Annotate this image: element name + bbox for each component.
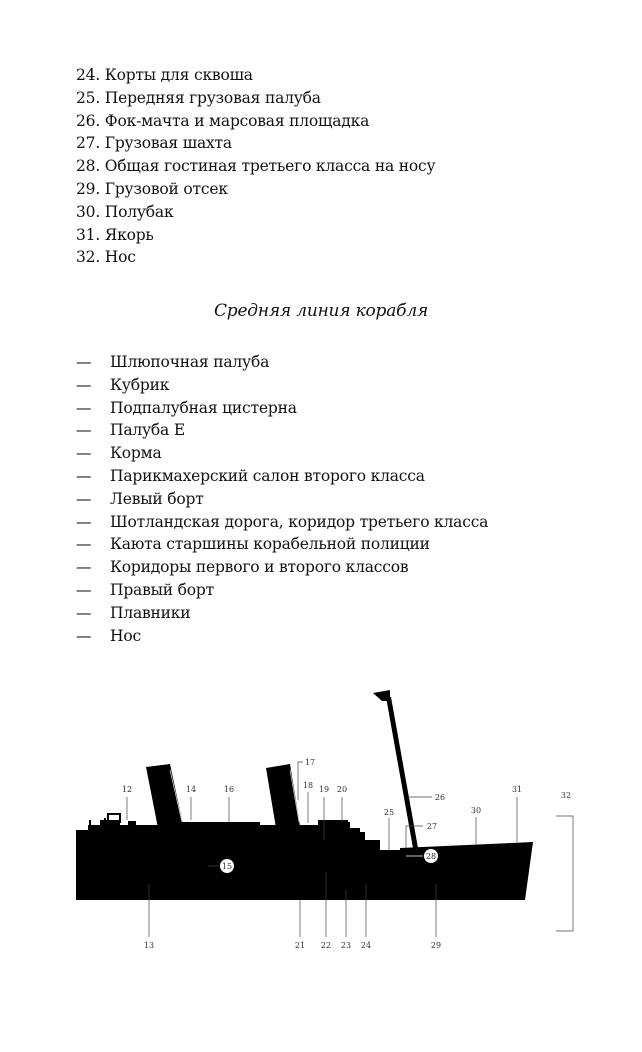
- label-20: 20: [336, 785, 348, 794]
- list-item: 26. Фок-мачта и марсовая площадка: [76, 111, 370, 130]
- circled-label-text: 28: [425, 852, 437, 861]
- list-item: [76, 602, 488, 625]
- list-item-text: Каюта старшины корабельной полиции: [110, 535, 430, 554]
- circled-label-text: 15: [221, 862, 233, 871]
- list-item: [76, 625, 488, 648]
- dash-marker: —: [76, 626, 92, 645]
- dash-marker: —: [76, 512, 92, 531]
- dash-marker: —: [76, 353, 92, 371]
- label-27: 27: [426, 822, 438, 831]
- list-item: 31. Якорь: [76, 225, 154, 244]
- list-item-text: Подпалубная цистерна: [110, 398, 297, 417]
- list-item-text: Шлюпочная палуба: [110, 353, 270, 371]
- label-30: 30: [470, 806, 482, 815]
- list-item: [76, 374, 488, 397]
- label-25: 25: [383, 808, 395, 817]
- list-item-text: Нос: [110, 626, 141, 645]
- list-item-text: Левый борт: [110, 489, 204, 508]
- ship-silhouette: [76, 690, 533, 900]
- list-item: [76, 533, 488, 556]
- label-19: 19: [318, 785, 330, 794]
- dash-marker: —: [76, 421, 92, 440]
- list-item: [76, 419, 488, 442]
- label-12: 12: [121, 785, 133, 794]
- list-item: 24. Корты для сквоша: [76, 66, 253, 84]
- label-23: 23: [340, 941, 352, 950]
- ship-section-diagram: [0, 680, 642, 960]
- list-item: [76, 488, 488, 511]
- list-item: 25. Передняя грузовая палуба: [76, 88, 321, 107]
- list-item: [76, 351, 488, 374]
- list-item: [76, 511, 488, 534]
- list-item-text: Корма: [110, 444, 162, 463]
- label-24: 24: [360, 941, 372, 950]
- list-item-text: Шотландская дорога, коридор третьего класса: [110, 512, 489, 531]
- dash-marker: —: [76, 375, 92, 394]
- section-heading: Средняя линия корабля: [213, 301, 429, 321]
- list-item: [76, 579, 488, 602]
- label-13: 13: [143, 941, 155, 950]
- label-26: 26: [434, 793, 446, 802]
- label-32: 32: [560, 791, 572, 800]
- dash-marker: —: [76, 535, 92, 554]
- list-item: 27. Грузовая шахта: [76, 134, 232, 153]
- list-item-text: Плавники: [110, 603, 191, 622]
- label-22: 22: [320, 941, 332, 950]
- list-item: [76, 556, 488, 579]
- dash-list: [76, 351, 488, 647]
- list-item: [76, 465, 488, 488]
- label-16: 16: [223, 785, 235, 794]
- list-item-text: Коридоры первого и второго классов: [110, 558, 409, 577]
- label-14: 14: [185, 785, 197, 794]
- label-29: 29: [430, 941, 442, 950]
- dash-marker: —: [76, 580, 92, 599]
- label-31: 31: [511, 785, 523, 794]
- numbered-legend-list: [76, 64, 435, 269]
- label-17: 17: [304, 758, 316, 767]
- list-item: 28. Общая гостиная третьего класса на носу: [76, 157, 436, 176]
- list-item-text: Кубрик: [110, 375, 170, 394]
- dash-marker: —: [76, 489, 92, 508]
- dash-marker: —: [76, 603, 92, 622]
- list-item: 29. Грузовой отсек: [76, 179, 228, 198]
- label-18: 18: [302, 781, 314, 790]
- dash-marker: —: [76, 398, 92, 417]
- list-item: [76, 397, 488, 420]
- bottom-labels: [144, 941, 441, 950]
- label-21: 21: [294, 941, 306, 950]
- list-item-text: Парикмахерский салон второго класса: [110, 466, 425, 485]
- dash-marker: —: [76, 466, 92, 485]
- list-item-text: Правый борт: [110, 580, 214, 599]
- list-item: 30. Полубак: [76, 202, 174, 221]
- dash-marker: —: [76, 444, 92, 463]
- dash-marker: —: [76, 558, 92, 577]
- list-item-text: Палуба E: [110, 421, 185, 440]
- list-item: [76, 442, 488, 465]
- list-item: 32. Нос: [76, 248, 136, 267]
